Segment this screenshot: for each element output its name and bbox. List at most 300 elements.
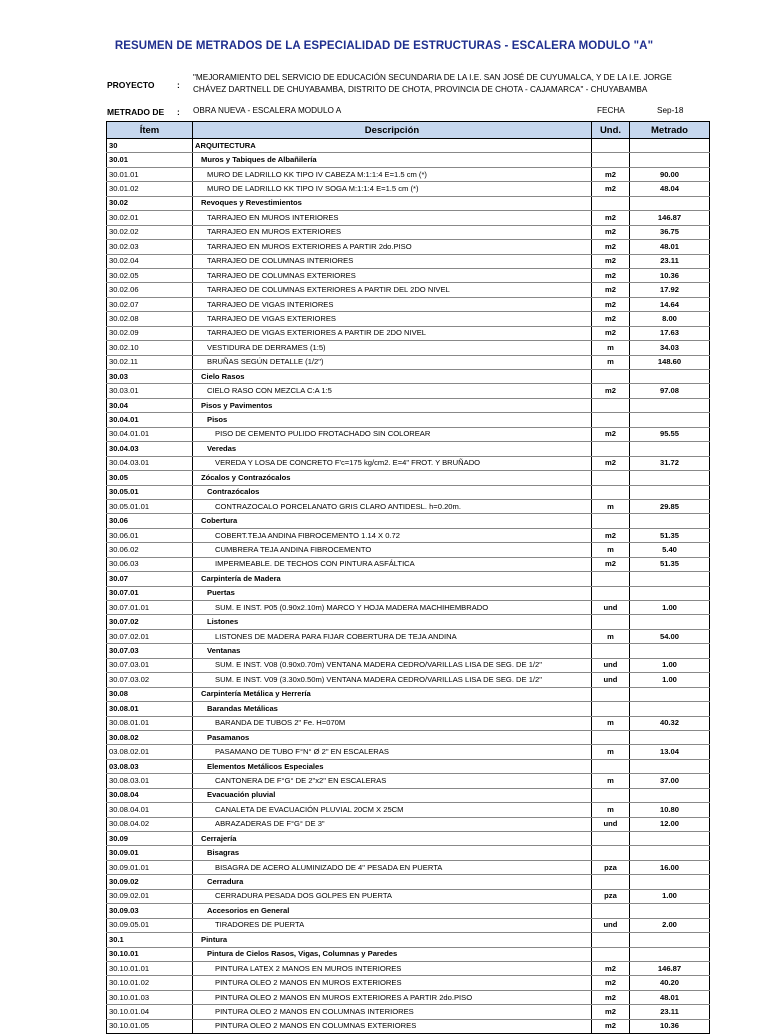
metrado-cell — [630, 413, 710, 427]
item-cell: 30.02.04 — [107, 254, 193, 268]
description-cell: CERRADURA PESADA DOS GOLPES EN PUERTA — [193, 889, 592, 903]
table-row — [107, 355, 710, 369]
table-row — [107, 572, 710, 586]
item-cell: 30.07.03.01 — [107, 658, 193, 672]
table-row — [107, 730, 710, 744]
description-cell: TARRAJEO EN MUROS EXTERIORES A PARTIR 2do.PISO — [193, 240, 592, 254]
description-cell: TARRAJEO EN MUROS INTERIORES — [193, 211, 592, 225]
item-cell: 30.01.02 — [107, 182, 193, 196]
metrado-cell — [630, 514, 710, 528]
description-cell: BARANDA DE TUBOS 2" Fe. H=070M — [193, 716, 592, 730]
proyecto-label: PROYECTO — [107, 80, 155, 90]
metrado-cell: 17.92 — [630, 283, 710, 297]
description-cell: Listones — [193, 615, 592, 629]
unit-cell: m2 — [592, 961, 630, 975]
unit-cell: m2 — [592, 182, 630, 196]
metrado-cell: 34.03 — [630, 341, 710, 355]
description-cell: SUM. E INST. V09 (3.30x0.50m) VENTANA MADERA CEDRO/VARILLAS LISA DE SEG. DE 1/2" — [193, 673, 592, 687]
table-row — [107, 817, 710, 831]
item-cell: 30.08.04 — [107, 788, 193, 802]
unit-cell: m2 — [592, 990, 630, 1004]
table-body — [107, 139, 710, 1034]
unit-cell — [592, 586, 630, 600]
metrado-cell: 5.40 — [630, 543, 710, 557]
metrado-cell — [630, 196, 710, 210]
table-row — [107, 427, 710, 441]
unit-cell: und — [592, 601, 630, 615]
item-cell: 30.04.03.01 — [107, 456, 193, 470]
unit-cell: m2 — [592, 557, 630, 571]
table-row — [107, 832, 710, 846]
description-cell: PINTURA LATEX 2 MANOS EN MUROS INTERIORES — [193, 961, 592, 975]
table-row — [107, 716, 710, 730]
description-cell: Pintura — [193, 933, 592, 947]
header-item: Ítem — [107, 122, 193, 139]
item-cell: 30.07 — [107, 572, 193, 586]
item-cell: 30.06.02 — [107, 543, 193, 557]
unit-cell: m — [592, 803, 630, 817]
metrado-cell: 90.00 — [630, 167, 710, 181]
unit-cell: m2 — [592, 225, 630, 239]
metrado-cell — [630, 370, 710, 384]
metrado-cell: 17.63 — [630, 326, 710, 340]
item-cell: 30.04.01.01 — [107, 427, 193, 441]
metrado-cell: 1.00 — [630, 601, 710, 615]
description-cell: Bisagras — [193, 846, 592, 860]
unit-cell — [592, 615, 630, 629]
description-cell: PINTURA OLEO 2 MANOS EN COLUMNAS EXTERIORES — [193, 1019, 592, 1033]
item-cell: 30.07.01 — [107, 586, 193, 600]
table-row — [107, 499, 710, 513]
metrado-label: METRADO DE — [107, 107, 165, 117]
metrado-cell: 54.00 — [630, 629, 710, 643]
item-cell: 30.07.03.02 — [107, 673, 193, 687]
metrado-cell: 97.08 — [630, 384, 710, 398]
item-cell: 03.08.03 — [107, 759, 193, 773]
item-cell: 30.07.02 — [107, 615, 193, 629]
metrado-cell: 10.80 — [630, 803, 710, 817]
description-cell: TARRAJEO DE VIGAS EXTERIORES A PARTIR DE 2DO NIVEL — [193, 326, 592, 340]
metrados-table — [106, 121, 710, 1034]
unit-cell: und — [592, 918, 630, 932]
metrado-cell: 2.00 — [630, 918, 710, 932]
item-cell: 30.02.06 — [107, 283, 193, 297]
table-row — [107, 167, 710, 181]
description-cell: CUMBRERA TEJA ANDINA FIBROCEMENTO — [193, 543, 592, 557]
metrado-cell: 40.32 — [630, 716, 710, 730]
item-cell: 30.07.02.01 — [107, 629, 193, 643]
item-cell: 30 — [107, 139, 193, 153]
description-cell: LISTONES DE MADERA PARA FIJAR COBERTURA DE TEJA ANDINA — [193, 629, 592, 643]
metrado-cell — [630, 471, 710, 485]
unit-cell: und — [592, 673, 630, 687]
description-cell: Barandas Metálicas — [193, 702, 592, 716]
unit-cell — [592, 139, 630, 153]
item-cell: 30.02.02 — [107, 225, 193, 239]
item-cell: 30.08 — [107, 687, 193, 701]
metrado-cell — [630, 615, 710, 629]
unit-cell: m — [592, 716, 630, 730]
description-cell: VEREDA Y LOSA DE CONCRETO F'c=175 kg/cm2. E=4" FROT. Y BRUÑADO — [193, 456, 592, 470]
metrado-cell: 23.11 — [630, 254, 710, 268]
description-cell: Cielo Rasos — [193, 370, 592, 384]
item-cell: 30.01.01 — [107, 167, 193, 181]
metrado-cell: 51.35 — [630, 528, 710, 542]
table-row — [107, 658, 710, 672]
table-row — [107, 384, 710, 398]
table-row — [107, 471, 710, 485]
unit-cell: m — [592, 745, 630, 759]
header-metrado: Metrado — [630, 122, 710, 139]
table-row — [107, 644, 710, 658]
unit-cell — [592, 687, 630, 701]
table-row — [107, 528, 710, 542]
table-row — [107, 933, 710, 947]
unit-cell — [592, 644, 630, 658]
item-cell: 30.02.09 — [107, 326, 193, 340]
item-cell: 30.09.02 — [107, 875, 193, 889]
metrado-cell — [630, 933, 710, 947]
description-cell: TARRAJEO DE VIGAS INTERIORES — [193, 297, 592, 311]
page-title: RESUMEN DE METRADOS DE LA ESPECIALIDAD DE ESTRUCTURAS - ESCALERA MODULO "A" — [114, 40, 654, 52]
metrado-cell — [630, 687, 710, 701]
metrado-cell: 40.20 — [630, 976, 710, 990]
table-row — [107, 398, 710, 412]
item-cell: 30.09.03 — [107, 904, 193, 918]
unit-cell: m2 — [592, 384, 630, 398]
proyecto-colon: : — [177, 80, 180, 90]
unit-cell — [592, 485, 630, 499]
table-row — [107, 1019, 710, 1033]
unit-cell: und — [592, 658, 630, 672]
description-cell: Accesorios en General — [193, 904, 592, 918]
description-cell: Zócalos y Contrazócalos — [193, 471, 592, 485]
item-cell: 30.09 — [107, 832, 193, 846]
item-cell: 30.02.03 — [107, 240, 193, 254]
item-cell: 30.02.11 — [107, 355, 193, 369]
description-cell: PASAMANO DE TUBO F°N° Ø 2" EN ESCALERAS — [193, 745, 592, 759]
item-cell: 30.02.01 — [107, 211, 193, 225]
item-cell: 03.08.02.01 — [107, 745, 193, 759]
description-cell: VESTIDURA DE DERRAMES (1:5) — [193, 341, 592, 355]
description-cell: ARQUITECTURA — [193, 139, 592, 153]
unit-cell: m — [592, 499, 630, 513]
proyecto-line1: "MEJORAMIENTO DEL SERVICIO DE EDUCACIÓN SECUNDARIA DE LA I.E. SAN JOSÉ DE CUYUMALCA, Y DE LA I.E. JORGE — [193, 73, 672, 82]
unit-cell: und — [592, 817, 630, 831]
item-cell: 30.08.04.02 — [107, 817, 193, 831]
table-row — [107, 788, 710, 802]
item-cell: 30.05.01.01 — [107, 499, 193, 513]
description-cell: IMPERMEABLE. DE TECHOS CON PINTURA ASFÁLTICA — [193, 557, 592, 571]
description-cell: CONTRAZOCALO PORCELANATO GRIS CLARO ANTIDESL. h=0.20m. — [193, 499, 592, 513]
metrado-cell: 10.36 — [630, 1019, 710, 1033]
unit-cell — [592, 153, 630, 167]
metrado-cell — [630, 875, 710, 889]
description-cell: Contrazócalos — [193, 485, 592, 499]
table-row — [107, 225, 710, 239]
table-row — [107, 370, 710, 384]
table-row — [107, 918, 710, 932]
table-row — [107, 196, 710, 210]
table-row — [107, 283, 710, 297]
description-cell: BISAGRA DE ACERO ALUMINIZADO DE 4" PESADA EN PUERTA — [193, 860, 592, 874]
metrado-cell — [630, 485, 710, 499]
item-cell: 30.02 — [107, 196, 193, 210]
unit-cell — [592, 370, 630, 384]
metrado-cell: 1.00 — [630, 658, 710, 672]
header-descripcion: Descripción — [193, 122, 592, 139]
metrado-cell: 12.00 — [630, 817, 710, 831]
item-cell: 30.10.01.03 — [107, 990, 193, 1004]
description-cell: Cobertura — [193, 514, 592, 528]
metrado-cell: 48.04 — [630, 182, 710, 196]
unit-cell — [592, 730, 630, 744]
unit-cell: pza — [592, 860, 630, 874]
unit-cell: m — [592, 355, 630, 369]
description-cell: Veredas — [193, 442, 592, 456]
unit-cell: m2 — [592, 1005, 630, 1019]
metrado-cell — [630, 153, 710, 167]
item-cell: 30.09.05.01 — [107, 918, 193, 932]
table-row — [107, 774, 710, 788]
item-cell: 30.09.01 — [107, 846, 193, 860]
metrado-cell: 16.00 — [630, 860, 710, 874]
description-cell: Muros y Tabiques de Albañilería — [193, 153, 592, 167]
description-cell: TARRAJEO DE COLUMNAS INTERIORES — [193, 254, 592, 268]
metrado-cell: 23.11 — [630, 1005, 710, 1019]
table-row — [107, 615, 710, 629]
table-row — [107, 442, 710, 456]
metrado-cell — [630, 442, 710, 456]
metrado-cell: 148.60 — [630, 355, 710, 369]
item-cell: 30.03 — [107, 370, 193, 384]
item-cell: 30.01 — [107, 153, 193, 167]
description-cell: Elementos Metálicos Especiales — [193, 759, 592, 773]
metrado-cell: 1.00 — [630, 673, 710, 687]
description-cell: Revoques y Revestimientos — [193, 196, 592, 210]
description-cell: Pasamanos — [193, 730, 592, 744]
table-row — [107, 601, 710, 615]
metrado-cell — [630, 644, 710, 658]
table-row — [107, 1005, 710, 1019]
metrado-cell: 51.35 — [630, 557, 710, 571]
unit-cell — [592, 572, 630, 586]
metrado-cell — [630, 398, 710, 412]
item-cell: 30.06.03 — [107, 557, 193, 571]
description-cell: CIELO RASO CON MEZCLA C:A 1:5 — [193, 384, 592, 398]
metrado-cell: 29.85 — [630, 499, 710, 513]
fecha-value: Sep-18 — [657, 106, 684, 115]
description-cell: PISO DE CEMENTO PULIDO FROTACHADO SIN COLOREAR — [193, 427, 592, 441]
metrado-cell — [630, 759, 710, 773]
metrado-cell — [630, 730, 710, 744]
unit-cell: m2 — [592, 456, 630, 470]
table-row — [107, 803, 710, 817]
table-row — [107, 485, 710, 499]
description-cell: SUM. E INST. V08 (0.90x0.70m) VENTANA MADERA CEDRO/VARILLAS LISA DE SEG. DE 1/2" — [193, 658, 592, 672]
item-cell: 30.08.01.01 — [107, 716, 193, 730]
unit-cell — [592, 759, 630, 773]
unit-cell — [592, 442, 630, 456]
unit-cell: m2 — [592, 211, 630, 225]
item-cell: 30.10.01.04 — [107, 1005, 193, 1019]
unit-cell: m2 — [592, 1019, 630, 1033]
table-row — [107, 846, 710, 860]
item-cell: 30.06 — [107, 514, 193, 528]
description-cell: CANTONERA DE F°G° DE 2"x2" EN ESCALERAS — [193, 774, 592, 788]
fecha-label: FECHA — [597, 106, 625, 115]
unit-cell — [592, 788, 630, 802]
item-cell: 30.10.01.05 — [107, 1019, 193, 1033]
unit-cell — [592, 196, 630, 210]
metrado-cell — [630, 788, 710, 802]
unit-cell: m2 — [592, 528, 630, 542]
item-cell: 30.05 — [107, 471, 193, 485]
unit-cell: m — [592, 629, 630, 643]
item-cell: 30.10.01 — [107, 947, 193, 961]
table-row — [107, 990, 710, 1004]
item-cell: 30.04 — [107, 398, 193, 412]
table-row — [107, 139, 710, 153]
table-row — [107, 673, 710, 687]
table-row — [107, 456, 710, 470]
description-cell: Cerrajería — [193, 832, 592, 846]
table-row — [107, 326, 710, 340]
description-cell: Evacuación pluvial — [193, 788, 592, 802]
metrado-cell: 95.55 — [630, 427, 710, 441]
description-cell: TARRAJEO DE VIGAS EXTERIORES — [193, 312, 592, 326]
description-cell: Carpintería de Madera — [193, 572, 592, 586]
item-cell: 30.09.01.01 — [107, 860, 193, 874]
metrado-cell: 8.00 — [630, 312, 710, 326]
unit-cell: m2 — [592, 167, 630, 181]
description-cell: Ventanas — [193, 644, 592, 658]
description-cell: Carpintería Metálica y Herrería — [193, 687, 592, 701]
table-row — [107, 889, 710, 903]
table-header-row — [107, 122, 710, 139]
unit-cell: m2 — [592, 240, 630, 254]
table-row — [107, 413, 710, 427]
description-cell: Cerradura — [193, 875, 592, 889]
header-unidad: Und. — [592, 122, 630, 139]
unit-cell — [592, 875, 630, 889]
table-row — [107, 875, 710, 889]
unit-cell — [592, 933, 630, 947]
description-cell: Pintura de Cielos Rasos, Vigas, Columnas y Paredes — [193, 947, 592, 961]
item-cell: 30.04.03 — [107, 442, 193, 456]
description-cell: TARRAJEO DE COLUMNAS EXTERIORES — [193, 268, 592, 282]
item-cell: 30.07.01.01 — [107, 601, 193, 615]
metrado-cell: 48.01 — [630, 990, 710, 1004]
item-cell: 30.08.02 — [107, 730, 193, 744]
description-cell: TIRADORES DE PUERTA — [193, 918, 592, 932]
unit-cell: m2 — [592, 312, 630, 326]
metrado-cell: 37.00 — [630, 774, 710, 788]
item-cell: 30.06.01 — [107, 528, 193, 542]
table-row — [107, 240, 710, 254]
unit-cell — [592, 904, 630, 918]
item-cell: 30.02.08 — [107, 312, 193, 326]
unit-cell — [592, 832, 630, 846]
table-row — [107, 586, 710, 600]
table-row — [107, 182, 710, 196]
table-row — [107, 904, 710, 918]
metrado-cell: 31.72 — [630, 456, 710, 470]
table-row — [107, 557, 710, 571]
unit-cell: m2 — [592, 268, 630, 282]
item-cell: 30.1 — [107, 933, 193, 947]
unit-cell — [592, 514, 630, 528]
description-cell: PINTURA OLEO 2 MANOS EN MUROS EXTERIORES — [193, 976, 592, 990]
metrado-cell: 36.75 — [630, 225, 710, 239]
item-cell: 30.10.01.01 — [107, 961, 193, 975]
table-row — [107, 629, 710, 643]
description-cell: CANALETA DE EVACUACIÓN PLUVIAL 20CM X 25CM — [193, 803, 592, 817]
metrado-cell: 10.36 — [630, 268, 710, 282]
description-cell: SUM. E INST. P05 (0.90x2.10m) MARCO Y HOJA MADERA MACHIHEMBRADO — [193, 601, 592, 615]
description-cell: BRUÑAS SEGÚN DETALLE (1/2") — [193, 355, 592, 369]
metrado-cell — [630, 846, 710, 860]
item-cell: 30.08.01 — [107, 702, 193, 716]
unit-cell: m — [592, 341, 630, 355]
item-cell: 30.08.03.01 — [107, 774, 193, 788]
description-cell: PINTURA OLEO 2 MANOS EN MUROS EXTERIORES A PARTIR 2do.PISO — [193, 990, 592, 1004]
table-row — [107, 312, 710, 326]
table-row — [107, 702, 710, 716]
metrado-cell: 13.04 — [630, 745, 710, 759]
description-cell: MURO DE LADRILLO KK TIPO IV CABEZA M:1:1:4 E=1.5 cm (*) — [193, 167, 592, 181]
item-cell: 30.05.01 — [107, 485, 193, 499]
unit-cell: m2 — [592, 283, 630, 297]
item-cell: 30.10.01.02 — [107, 976, 193, 990]
description-cell: TARRAJEO EN MUROS EXTERIORES — [193, 225, 592, 239]
metrado-value: OBRA NUEVA - ESCALERA MODULO A — [193, 106, 342, 115]
metrado-cell — [630, 702, 710, 716]
metrado-cell: 146.87 — [630, 211, 710, 225]
unit-cell: m — [592, 543, 630, 557]
metrado-cell — [630, 832, 710, 846]
unit-cell — [592, 398, 630, 412]
unit-cell — [592, 702, 630, 716]
item-cell: 30.02.10 — [107, 341, 193, 355]
item-cell: 30.07.03 — [107, 644, 193, 658]
metrado-cell — [630, 572, 710, 586]
metrado-cell: 14.64 — [630, 297, 710, 311]
description-cell: ABRAZADERAS DE F°G° DE 3" — [193, 817, 592, 831]
metrado-cell — [630, 586, 710, 600]
metrado-cell: 1.00 — [630, 889, 710, 903]
item-cell: 30.09.02.01 — [107, 889, 193, 903]
unit-cell — [592, 471, 630, 485]
unit-cell: m2 — [592, 976, 630, 990]
table-row — [107, 687, 710, 701]
item-cell: 30.08.04.01 — [107, 803, 193, 817]
table-row — [107, 759, 710, 773]
table-row — [107, 211, 710, 225]
table-row — [107, 961, 710, 975]
description-cell: COBERT.TEJA ANDINA FIBROCEMENTO 1.14 X 0.72 — [193, 528, 592, 542]
item-cell: 30.02.05 — [107, 268, 193, 282]
table-row — [107, 254, 710, 268]
description-cell: Pisos y Pavimentos — [193, 398, 592, 412]
table-row — [107, 745, 710, 759]
table-row — [107, 297, 710, 311]
table-row — [107, 153, 710, 167]
table-row — [107, 268, 710, 282]
description-cell: MURO DE LADRILLO KK TIPO IV SOGA M:1:1:4 E=1.5 cm (*) — [193, 182, 592, 196]
description-cell: PINTURA OLEO 2 MANOS EN COLUMNAS INTERIORES — [193, 1005, 592, 1019]
item-cell: 30.03.01 — [107, 384, 193, 398]
